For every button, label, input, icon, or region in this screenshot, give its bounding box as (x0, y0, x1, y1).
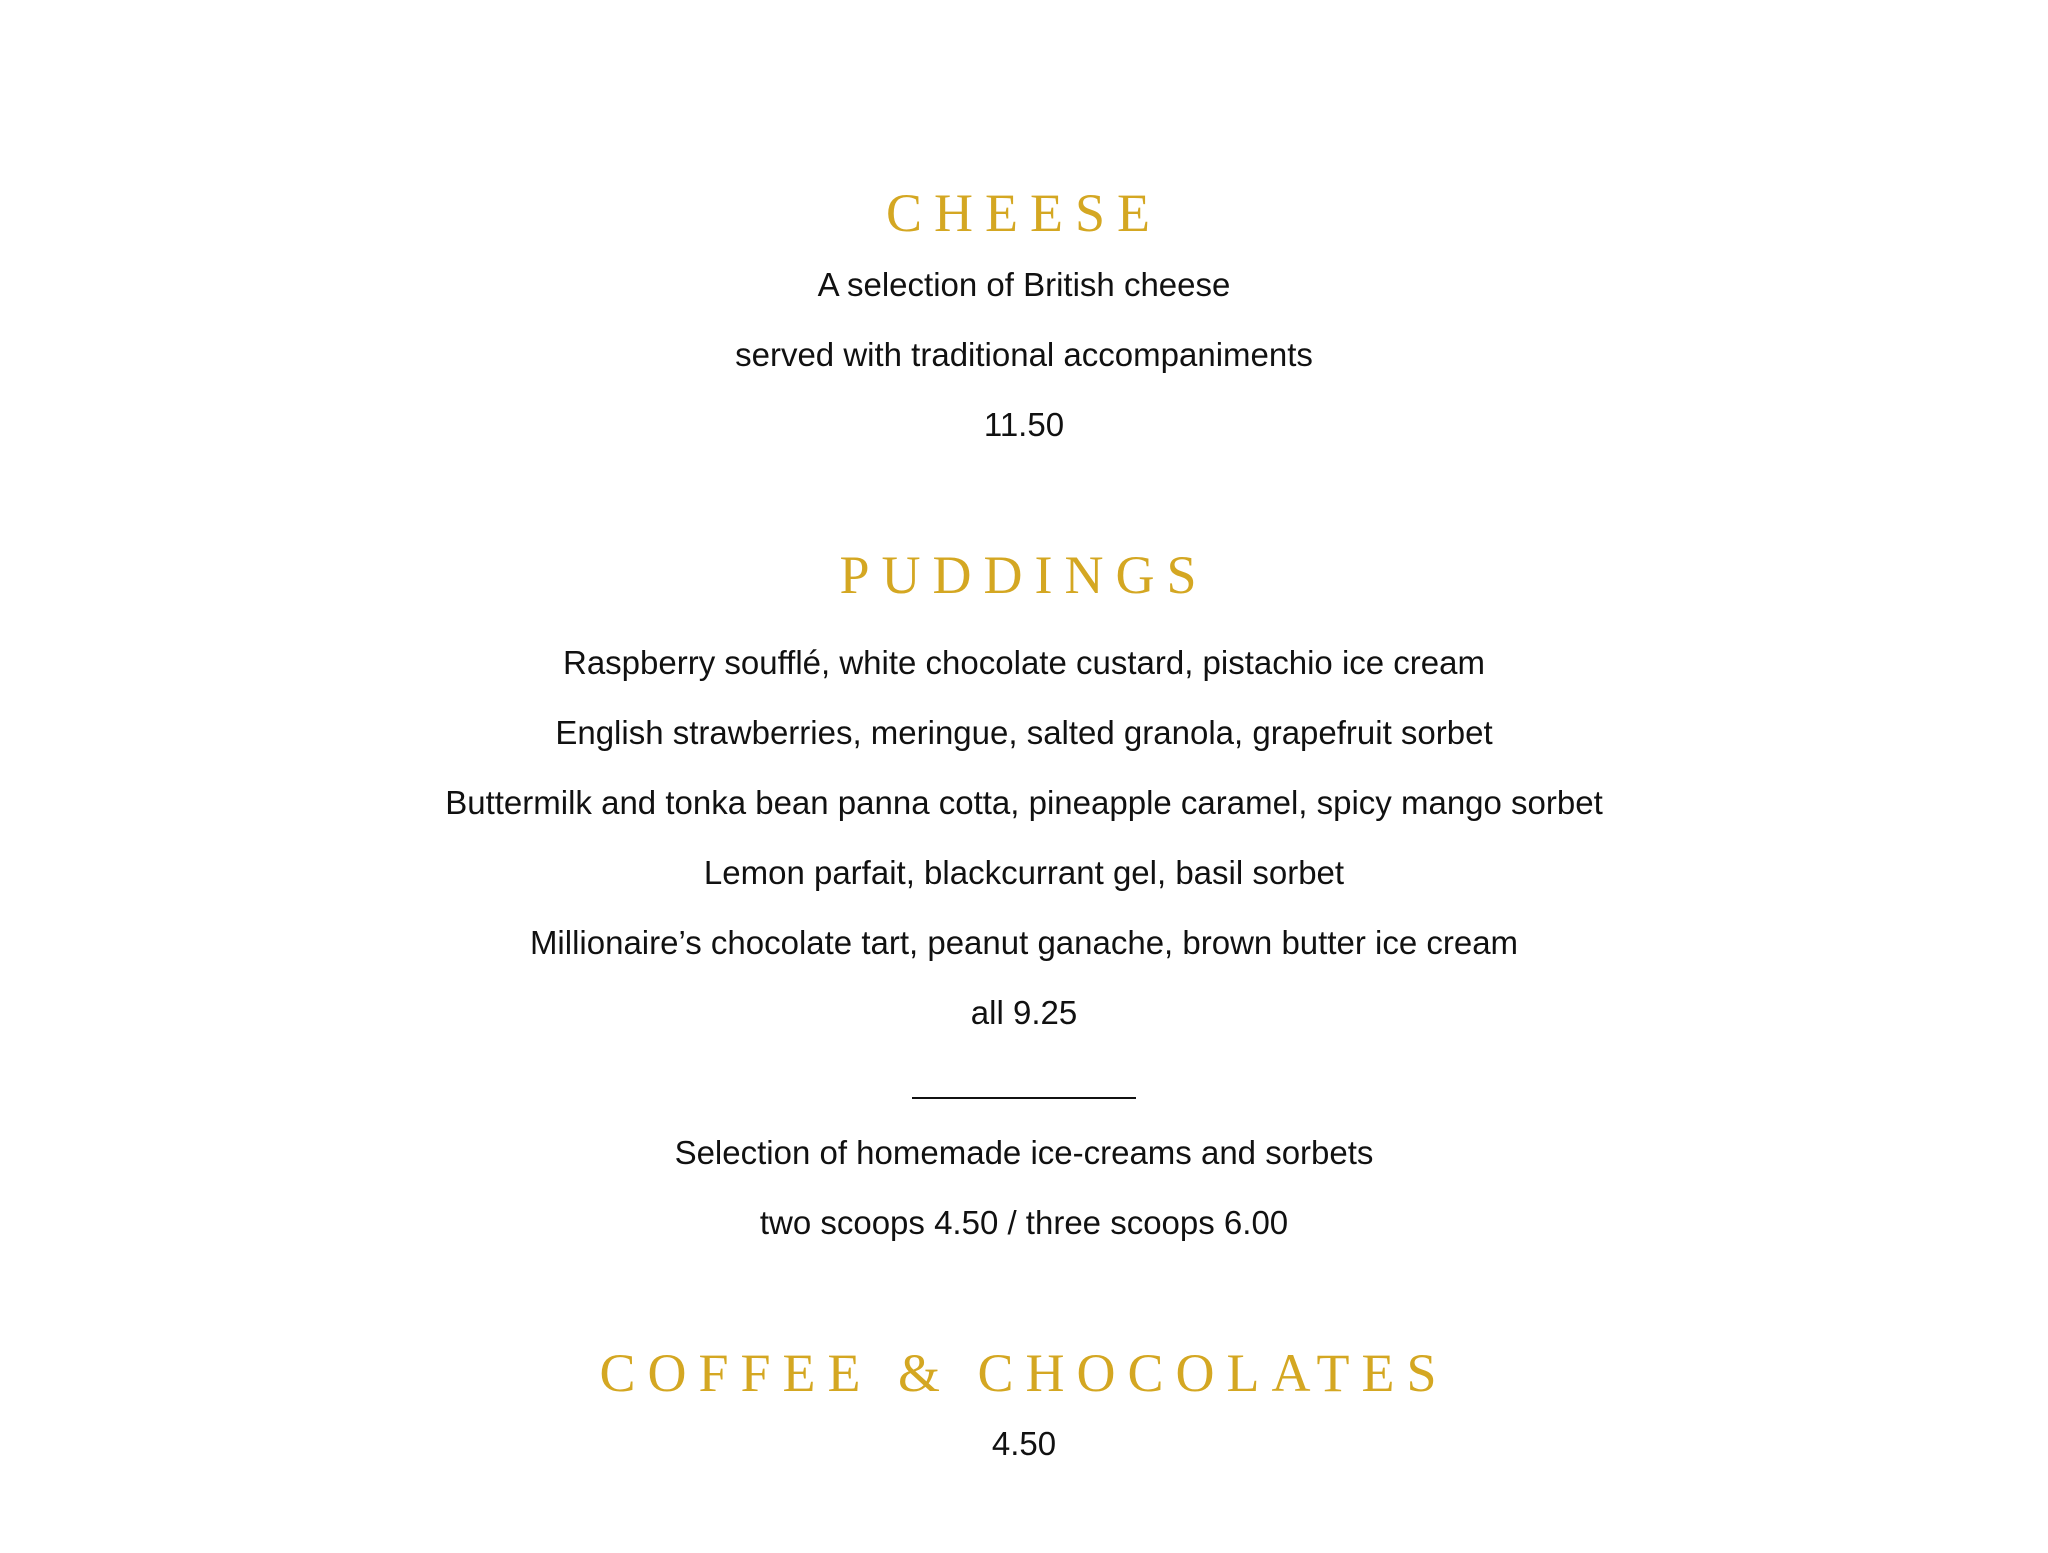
pudding-item: Lemon parfait, blackcurrant gel, basil sorbet (703, 854, 1345, 891)
pudding-item: Buttermilk and tonka bean panna cotta, pineapple caramel, spicy mango sorbet (445, 784, 1603, 821)
pudding-item: Millionaire’s chocolate tart, peanut ganache, brown butter ice cream (529, 924, 1519, 961)
cheese-description-line-2: served with traditional accompaniments (735, 336, 1313, 373)
ice-cream-price: two scoops 4.50 / three scoops 6.00 (759, 1204, 1289, 1241)
section-divider (912, 1097, 1136, 1099)
pudding-item: English strawberries, meringue, salted granola, grapefruit sorbet (555, 714, 1493, 751)
puddings-price: all 9.25 (970, 994, 1078, 1031)
puddings-heading: PUDDINGS (839, 545, 1209, 605)
ice-cream-title: Selection of homemade ice-creams and sorbets (674, 1134, 1374, 1171)
cheese-heading: CHEESE (885, 183, 1162, 243)
cheese-description-line-1: A selection of British cheese (817, 266, 1231, 303)
coffee-chocolates-heading: COFFEE & CHOCOLATES (599, 1343, 1449, 1403)
cheese-price: 11.50 (983, 406, 1065, 443)
pudding-item: Raspberry soufflé, white chocolate custard, pistachio ice cream (562, 644, 1485, 681)
coffee-chocolates-price: 4.50 (991, 1425, 1057, 1462)
